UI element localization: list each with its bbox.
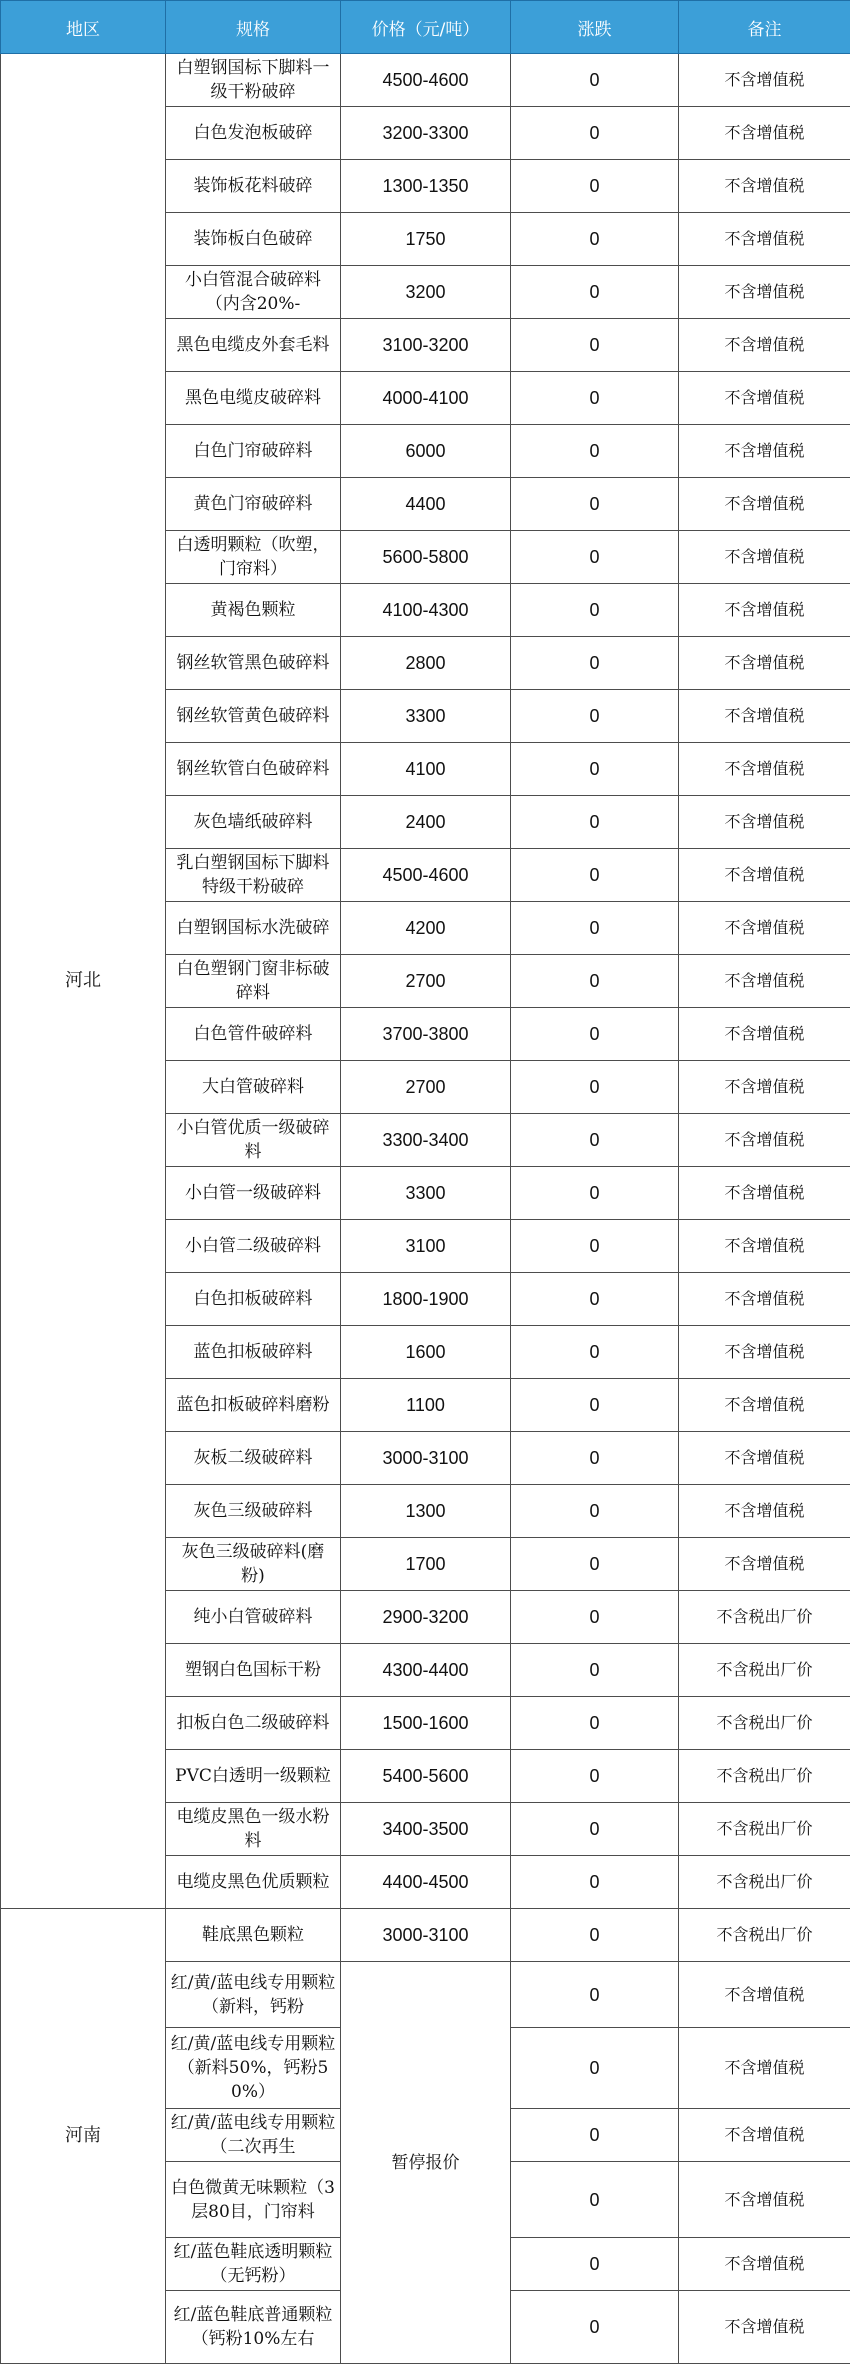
note-cell: 不含增值税 [679,1273,850,1326]
change-cell: 0 [511,690,679,743]
change-cell: 0 [511,425,679,478]
region-henan: 河南 [1,1909,166,2364]
note-cell: 不含增值税 [679,531,850,584]
note-cell: 不含增值税 [679,637,850,690]
note-cell: 不含增值税 [679,796,850,849]
note-cell: 不含增值税 [679,1008,850,1061]
price-cell: 3100-3200 [341,319,511,372]
spec-cell: PVC白透明一级颗粒 [166,1750,341,1803]
change-cell: 0 [511,1591,679,1644]
spec-cell: 黄色门帘破碎料 [166,478,341,531]
note-cell: 不含增值税 [679,478,850,531]
spec-cell: 大白管破碎料 [166,1061,341,1114]
price-cell: 1750 [341,213,511,266]
change-cell: 0 [511,1750,679,1803]
spec-cell: 黄褐色颗粒 [166,584,341,637]
spec-cell: 灰色墙纸破碎料 [166,796,341,849]
note-cell: 不含增值税 [679,2238,850,2291]
note-cell: 不含增值税 [679,160,850,213]
spec-cell: 灰色三级破碎料(磨粉) [166,1538,341,1591]
spec-cell: 纯小白管破碎料 [166,1591,341,1644]
price-cell: 3200-3300 [341,107,511,160]
spec-cell: 白色扣板破碎料 [166,1273,341,1326]
change-cell: 0 [511,54,679,107]
spec-cell: 电缆皮黑色优质颗粒 [166,1856,341,1909]
change-cell: 0 [511,849,679,902]
note-cell: 不含增值税 [679,2162,850,2238]
spec-cell: 钢丝软管白色破碎料 [166,743,341,796]
spec-cell: 红/黄/蓝电线专用颗粒（新料，钙粉 [166,1962,341,2028]
region-hebei: 河北 [1,54,166,1909]
spec-cell: 蓝色扣板破碎料磨粉 [166,1379,341,1432]
spec-cell: 黑色电缆皮破碎料 [166,372,341,425]
spec-cell: 乳白塑钢国标下脚料特级干粉破碎 [166,849,341,902]
spec-cell: 红/蓝色鞋底普通颗粒（钙粉10%左右 [166,2291,341,2364]
table-row [1,1909,850,1962]
note-cell: 不含税出厂价 [679,1644,850,1697]
price-cell: 1300-1350 [341,160,511,213]
change-cell: 0 [511,796,679,849]
price-cell: 6000 [341,425,511,478]
note-cell: 不含增值税 [679,743,850,796]
spec-cell: 白色管件破碎料 [166,1008,341,1061]
price-cell: 1300 [341,1485,511,1538]
spec-cell: 塑钢白色国标干粉 [166,1644,341,1697]
change-cell: 0 [511,2028,679,2109]
price-cell: 3000-3100 [341,1432,511,1485]
note-cell: 不含增值税 [679,849,850,902]
change-cell: 0 [511,1114,679,1167]
price-cell: 1800-1900 [341,1273,511,1326]
note-cell: 不含增值税 [679,584,850,637]
change-cell: 0 [511,478,679,531]
change-cell: 0 [511,372,679,425]
spec-cell: 白色门帘破碎料 [166,425,341,478]
change-cell: 0 [511,266,679,319]
price-cell: 3300 [341,1167,511,1220]
paused-price: 暂停报价 [341,1962,511,2364]
note-cell: 不含增值税 [679,1114,850,1167]
note-cell: 不含增值税 [679,372,850,425]
price-cell: 4200 [341,902,511,955]
header-spec: 规格 [166,1,341,54]
note-cell: 不含税出厂价 [679,1803,850,1856]
note-cell: 不含税出厂价 [679,1591,850,1644]
note-cell: 不含增值税 [679,902,850,955]
note-cell: 不含增值税 [679,2028,850,2109]
change-cell: 0 [511,637,679,690]
change-cell: 0 [511,1962,679,2028]
price-cell: 4500-4600 [341,849,511,902]
header-region: 地区 [1,1,166,54]
change-cell: 0 [511,2109,679,2162]
note-cell: 不含增值税 [679,1379,850,1432]
change-cell: 0 [511,319,679,372]
change-cell: 0 [511,2291,679,2364]
change-cell: 0 [511,584,679,637]
change-cell: 0 [511,1485,679,1538]
spec-cell: 蓝色扣板破碎料 [166,1326,341,1379]
price-cell: 4300-4400 [341,1644,511,1697]
table-row [1,54,850,107]
note-cell: 不含增值税 [679,955,850,1008]
price-cell: 3000-3100 [341,1909,511,1962]
price-cell: 4100-4300 [341,584,511,637]
change-cell: 0 [511,743,679,796]
change-cell: 0 [511,1167,679,1220]
spec-cell: 灰板二级破碎料 [166,1432,341,1485]
header-price: 价格（元/吨） [341,1,511,54]
change-cell: 0 [511,955,679,1008]
change-cell: 0 [511,1909,679,1962]
spec-cell: 白色发泡板破碎 [166,107,341,160]
header-change: 涨跌 [511,1,679,54]
note-cell: 不含增值税 [679,1326,850,1379]
note-cell: 不含增值税 [679,1061,850,1114]
table-body [1,54,850,2364]
spec-cell: 扣板白色二级破碎料 [166,1697,341,1750]
change-cell: 0 [511,1061,679,1114]
spec-cell: 装饰板花料破碎 [166,160,341,213]
note-cell: 不含增值税 [679,2109,850,2162]
spec-cell: 白色微黄无味颗粒（3层80目，门帘料 [166,2162,341,2238]
price-cell: 3200 [341,266,511,319]
change-cell: 0 [511,1008,679,1061]
note-cell: 不含增值税 [679,213,850,266]
note-cell: 不含增值税 [679,425,850,478]
change-cell: 0 [511,531,679,584]
price-cell: 4000-4100 [341,372,511,425]
price-cell: 3300-3400 [341,1114,511,1167]
price-cell: 4100 [341,743,511,796]
price-cell: 3700-3800 [341,1008,511,1061]
spec-cell: 白色塑钢门窗非标破碎料 [166,955,341,1008]
header-note: 备注 [679,1,850,54]
spec-cell: 灰色三级破碎料 [166,1485,341,1538]
spec-cell: 电缆皮黑色一级水粉料 [166,1803,341,1856]
change-cell: 0 [511,160,679,213]
note-cell: 不含增值税 [679,2291,850,2364]
spec-cell: 钢丝软管黑色破碎料 [166,637,341,690]
note-cell: 不含增值税 [679,319,850,372]
price-cell: 1600 [341,1326,511,1379]
spec-cell: 小白管优质一级破碎料 [166,1114,341,1167]
note-cell: 不含增值税 [679,1485,850,1538]
change-cell: 0 [511,1803,679,1856]
price-cell: 3100 [341,1220,511,1273]
price-cell: 3300 [341,690,511,743]
change-cell: 0 [511,902,679,955]
note-cell: 不含增值税 [679,1167,850,1220]
price-cell: 2700 [341,1061,511,1114]
spec-cell: 红/黄/蓝电线专用颗粒（二次再生 [166,2109,341,2162]
change-cell: 0 [511,1379,679,1432]
price-cell: 1500-1600 [341,1697,511,1750]
change-cell: 0 [511,107,679,160]
change-cell: 0 [511,1697,679,1750]
header-row [1,1,850,54]
price-cell: 2800 [341,637,511,690]
spec-cell: 钢丝软管黄色破碎料 [166,690,341,743]
change-cell: 0 [511,1326,679,1379]
price-cell: 4500-4600 [341,54,511,107]
price-cell: 4400-4500 [341,1856,511,1909]
price-cell: 2700 [341,955,511,1008]
change-cell: 0 [511,1432,679,1485]
note-cell: 不含增值税 [679,54,850,107]
price-cell: 4400 [341,478,511,531]
spec-cell: 鞋底黑色颗粒 [166,1909,341,1962]
price-cell: 5600-5800 [341,531,511,584]
change-cell: 0 [511,2238,679,2291]
change-cell: 0 [511,2162,679,2238]
note-cell: 不含增值税 [679,266,850,319]
change-cell: 0 [511,1856,679,1909]
change-cell: 0 [511,1644,679,1697]
price-cell: 5400-5600 [341,1750,511,1803]
spec-cell: 装饰板白色破碎 [166,213,341,266]
price-cell: 2400 [341,796,511,849]
spec-cell: 小白管混合破碎料（内含20%- [166,266,341,319]
spec-cell: 小白管一级破碎料 [166,1167,341,1220]
note-cell: 不含税出厂价 [679,1856,850,1909]
note-cell: 不含税出厂价 [679,1750,850,1803]
spec-cell: 红/蓝色鞋底透明颗粒（无钙粉） [166,2238,341,2291]
note-cell: 不含增值税 [679,1220,850,1273]
spec-cell: 白透明颗粒（吹塑，门帘料） [166,531,341,584]
note-cell: 不含增值税 [679,1538,850,1591]
spec-cell: 红/黄/蓝电线专用颗粒（新料50%，钙粉50%） [166,2028,341,2109]
note-cell: 不含增值税 [679,690,850,743]
price-cell: 1700 [341,1538,511,1591]
note-cell: 不含增值税 [679,1432,850,1485]
price-cell: 1100 [341,1379,511,1432]
change-cell: 0 [511,1273,679,1326]
note-cell: 不含税出厂价 [679,1909,850,1962]
price-cell: 2900-3200 [341,1591,511,1644]
note-cell: 不含增值税 [679,1962,850,2028]
note-cell: 不含增值税 [679,107,850,160]
change-cell: 0 [511,1538,679,1591]
change-cell: 0 [511,1220,679,1273]
note-cell: 不含税出厂价 [679,1697,850,1750]
spec-cell: 白塑钢国标水洗破碎 [166,902,341,955]
spec-cell: 黑色电缆皮外套毛料 [166,319,341,372]
spec-cell: 小白管二级破碎料 [166,1220,341,1273]
spec-cell: 白塑钢国标下脚料一级干粉破碎 [166,54,341,107]
change-cell: 0 [511,213,679,266]
price-cell: 3400-3500 [341,1803,511,1856]
